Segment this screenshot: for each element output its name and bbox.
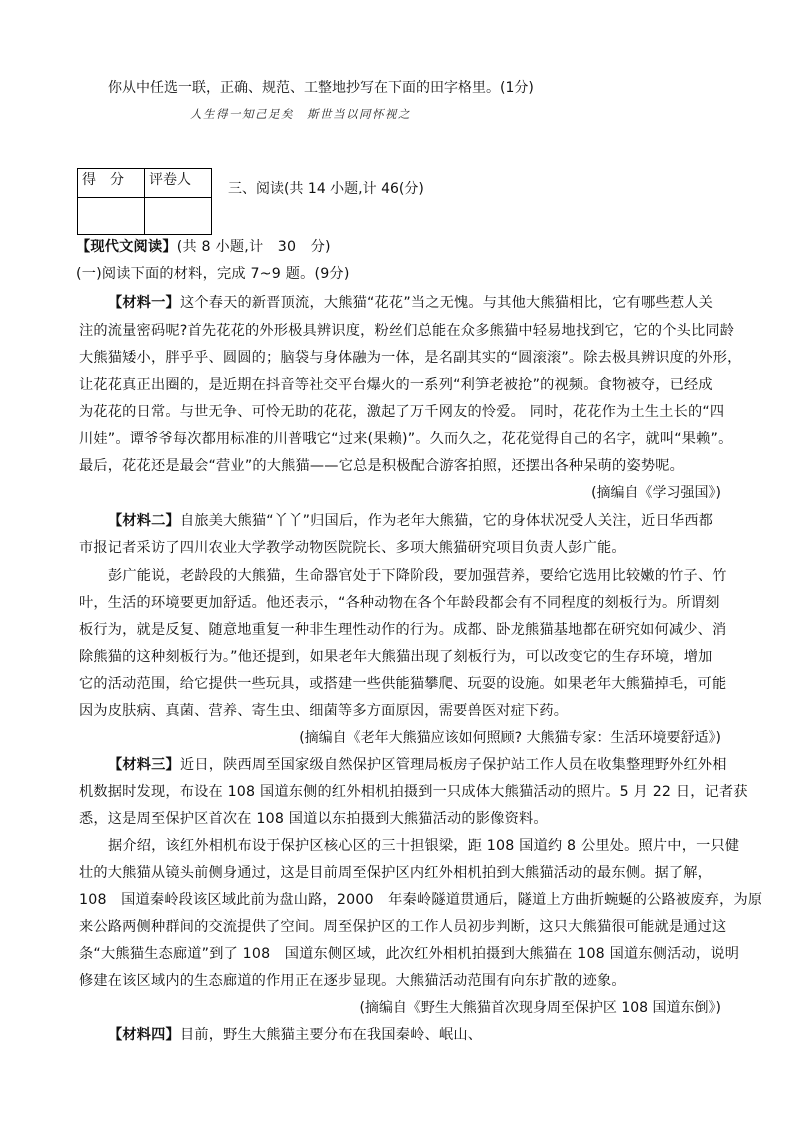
modern-reading-count: (共 8 小题,计 30 分) (176, 239, 331, 255)
material2-line: 板行为，就是反复、随意地重复一种非生理性动作的行为。成都、卧龙熊猫基地都在研究如何减少、消 (79, 622, 727, 638)
material2-line: 因为皮肤病、真菌、营养、寄生虫、细菌等多方面原因，需要兽医对症下药。 (79, 703, 569, 719)
calligraphy-couplet: 人生得一知己足矣 斯世当以同怀视之 (190, 107, 411, 121)
material2-line: 除熊猫的这种刻板行为。”他还提到，如果老年大熊猫出现了刻板行为，可以改变它的生存环境，增加 (79, 649, 713, 665)
material3-line (108, 754, 727, 774)
material3-text: 近日，陕西周至国家级自然保护区管理局板房子保护站工作人员在收集整理野外红外相 (179, 757, 727, 773)
material3-line: 来公路两侧种群间的交流提供了空间。周至保护区的工作人员初步判断，这只大熊猫很可能就是通过这 (79, 919, 727, 935)
material2-line: 叶，生活的环境要更加舒适。他还表示，“各种动物在各个年龄段都会有不同程度的刻板行为。所谓刻 (79, 595, 720, 611)
modern-reading-heading (76, 236, 331, 256)
material2-label: 【材料二】 (108, 513, 180, 529)
material1-line: 大熊猫矮小，胖乎乎、圆圆的；脑袋与身体融为一体，是名副其实的“圆滚滚”。除去极具辨识度的外形， (79, 350, 742, 366)
score-input-cell (78, 198, 145, 235)
material3-line: 机数据时发现，布设在 108 国道东侧的红外相机拍摄到一只成体大熊猫活动的照片。5 月 22 日，记者获 (79, 784, 748, 800)
section-title: 三、阅读(共 14 小题,计 46(分) (228, 181, 424, 197)
instruction-text: 你从中任选一联，正确、规范、工整地抄写在下面的田字格里。(1分) (108, 80, 534, 96)
material1-label: 【材料一】 (108, 295, 180, 311)
material2-line (108, 510, 713, 530)
material4-line (108, 1024, 482, 1044)
score-label-cell: 得 分 (78, 169, 145, 198)
material2-text: 自旅美大熊猫“丫丫”归国后，作为老年大熊猫，它的身体状况受人关注，近日华西都 (179, 513, 714, 529)
material4-text: 目前，野生大熊猫主要分布在我国秦岭、岷山、 (179, 1027, 483, 1043)
material3-line: 108 国道秦岭段该区域此前为盘山路，2000 年秦岭隧道贯通后，隧道上方曲折蜿蜒的公路被废弃，为原 (79, 892, 763, 908)
material1-line: 注的流量密码呢?首先花花的外形极具辨识度，粉丝们总能在众多熊猫中轻易地找到它，它的个头比同龄 (79, 323, 735, 339)
material3-label: 【材料三】 (108, 757, 180, 773)
material3-line: 条“大熊猫生态廊道”到了 108 国道东侧区域，此次红外相机拍摄到大熊猫在 108 国道东侧活动，说明 (79, 946, 740, 962)
material1-line: 为花花的日常。与世无争、可怜无助的花花，激起了万千网友的怜爱。 同时，花花作为土生土长的“四 (79, 404, 725, 420)
material1-source: (摘编自《学习强国》) (591, 485, 721, 501)
material3-line: 悉，这是周至保护区首次在 108 国道以东拍摄到大熊猫活动的影像资料。 (79, 811, 548, 827)
grader-label-cell: 评卷人 (145, 169, 212, 198)
material1-line: 让花花真正出圈的，是近期在抖音等社交平台爆火的一系列“利笋老被抢”的视频。食物被夺，已经成 (79, 377, 713, 393)
modern-reading-label: 【现代文阅读】 (76, 239, 177, 255)
material1-line (108, 292, 713, 312)
material3-line: 据介绍，该红外相机布设于保护区核心区的三十担银梁，距 108 国道约 8 公里处。照片中，一只健 (108, 838, 740, 854)
material3-line: 壮的大熊猫从镜头前侧身通过，这是目前周至保护区内红外相机拍到大熊猫活动的最东侧。据了解， (79, 865, 713, 881)
score-table (77, 168, 212, 235)
material4-label: 【材料四】 (108, 1027, 180, 1043)
material3-line: 修建在该区域内的生态廊道的作用正在逐步显现。大熊猫活动范围有向东扩散的迹象。 (79, 973, 626, 989)
material2-line: 它的活动范围，给它提供一些玩具，或搭建一些供能猫攀爬、玩耍的设施。如果老年大熊猫掉毛，可能 (79, 676, 727, 692)
material1-text: 这个春天的新晋顶流，大熊猫“花花”当之无愧。与其他大熊猫相比，它有哪些惹人关 (179, 295, 714, 311)
material1-line: 最后，花花还是最会“营业”的大熊猫——它总是积极配合游客拍照，还摆出各种呆萌的姿势呢。 (79, 458, 684, 474)
material2-source: (摘编自《老年大熊猫应该如何照顾? 大熊猫专家：生活环境要舒适》) (299, 730, 721, 746)
material1-line: 川娃”。谭爷爷每次都用标准的川普哦它“过来(果赖)”。久而久之，花花觉得自己的名字，就叫“果赖”。 (79, 431, 733, 447)
material3-source: (摘编自《野生大熊猫首次现身周至保护区 108 国道东倒》) (359, 1000, 721, 1016)
material2-line: 市报记者采访了四川农业大学教学动物医院院长、多项大熊猫研究项目负责人彭广能。 (79, 540, 626, 556)
sub-heading: (一)阅读下面的材料，完成 7~9 题。(9分) (76, 266, 350, 282)
grader-input-cell (145, 198, 212, 235)
material2-line: 彭广能说，老龄段的大熊猫，生命器官处于下降阶段，要加强营养，要给它选用比较嫩的竹子、竹 (108, 568, 727, 584)
